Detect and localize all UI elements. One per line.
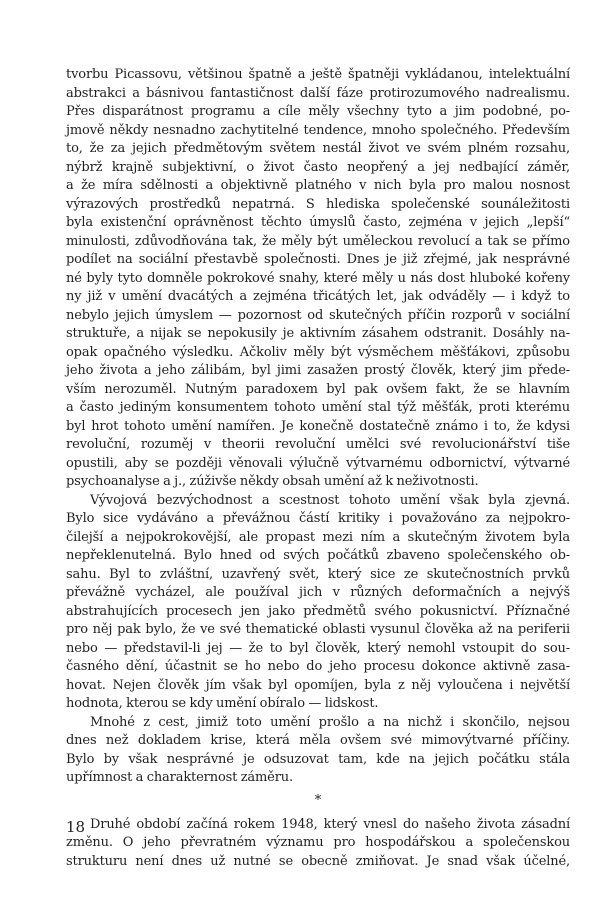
text-line: převážně vycházel, ale používal jich v různých deformačních a nejvýš	[66, 585, 570, 600]
paragraph-2	[66, 492, 570, 714]
text-line: ny již v umění dvacátých a zejména třicátých let, jak odváděly — i když to	[66, 289, 570, 304]
text-line: jeho života a jeho zálibám, byl jimi zasažen prostý člověk, který jim přede-	[66, 363, 570, 378]
text-line: struktuře, a nijak se nepokusily je aktivním zásahem odstranit. Dosáhly na-	[66, 326, 570, 341]
paragraph-4	[66, 816, 570, 872]
text-line: časného dění, účastnit se ho nebo do jeho procesu dokonce aktivně zasa-	[66, 659, 570, 674]
text-line: opak opačného výsledku. Ačkoliv měly být výsměchem měšťákovi, způsobu	[66, 344, 570, 360]
text-line: hodnota, kterou se kdy umění obíralo — lidskost.	[66, 696, 379, 711]
section-gap	[66, 808, 570, 816]
text-line: Bylo sice vydáváno a převážnou částí kritiky i považováno za nejpokro-	[66, 511, 570, 526]
text-line: Druhé období začíná rokem 1948, který vnesl do našeho života zásadní	[90, 816, 570, 832]
text-line: dnes než dokladem krise, která měla ovšem své mimovýtvarné příčiny.	[66, 733, 570, 748]
body-text	[66, 66, 570, 871]
text-line: a často jediným konsumentem tohoto umění stal týž měšťák, proti kterému	[66, 400, 570, 415]
text-line: pro něj pak bylo, že ve své thematické oblasti vysunul člověka až na periferii	[66, 622, 570, 637]
text-line: nýbrž krajně subjektivní, o život často neopřený a jej nedbající záměr,	[66, 159, 570, 175]
text-line: Přes disparátnost programu a cíle měly všechny tyto a jim podobné, po-	[66, 104, 570, 119]
text-line: Mnohé z cest, jimiž toto umění prošlo a na nichž i skončilo, nejsou	[90, 714, 570, 730]
text-line: abstrahujících procesech jen jako předmětů svého pokusnictví. Příznačné	[66, 603, 570, 619]
text-line: né byly tyto domněle pokrokové snahy, které měly u nás dost hluboké kořeny	[66, 270, 570, 286]
text-line: revoluční, rozuměj v theorii revoluční umělci své revolucionářství tiše	[66, 437, 570, 452]
section-separator	[66, 794, 570, 808]
text-line: upřímnost a charakternost záměru.	[66, 770, 293, 785]
text-line: minulosti, zdůvodňována tak, že měly být uměleckou revolucí a tak se přímo	[66, 233, 570, 249]
text-line: výrazových prostředků nepatrná. S hlediska společenské sounáležitosti	[66, 196, 570, 212]
text-line: hovat. Nejen člověk jím však byl opomíjen, byla z něj vyloučena i největší	[66, 677, 570, 693]
text-line: opustili, aby se později věnovali výlučně výtvarnému odbornictví, výtvarné	[66, 455, 570, 471]
text-line: psychoanalyse a j., zúživše někdy obsah umění až k neživotnosti.	[66, 474, 479, 489]
text-line: to, že za jejich předmětovým světem nestál život ve svém plném rozsahu,	[66, 141, 570, 156]
text-line: změnu. O jeho převratném významu pro hospodářskou a společenskou	[66, 835, 570, 850]
text-line: tvorbu Picassovu, většinou špatně a ještě špatněji vykládanou, intelektuální	[66, 67, 570, 82]
text-line: byl hrot tohoto umění namířen. Je konečně dostatečně známo i to, že kdysi	[66, 418, 570, 434]
text-line: byla existenční oprávněnost těchto úmyslů často, zejména v jejich „lepší“	[66, 215, 570, 230]
text-line: jmově někdy nesnadno zachytitelné tendence, mnoho společného. Především	[66, 122, 570, 138]
text-line: a že míra sdělnosti a objektivně platného v nich byla pro malou nosnost	[66, 178, 570, 193]
text-line: Vývojová bezvýchodnost a scestnost tohoto umění však byla zjevná.	[90, 492, 570, 508]
text-line: Bylo by však nesprávné je odsuzovat tam, kde na jejich počátku stála	[66, 751, 570, 767]
paragraph-3	[66, 714, 570, 788]
page-number: 18	[66, 818, 86, 836]
asterisk-separator: *	[314, 792, 322, 808]
text-line: čilejší a nejpokrokovější, ale propast mezi ním a skutečným životem byla	[66, 529, 570, 545]
text-line: abstrakci a básnivou fantastičnost další fáze protirozumového nadrealismu.	[66, 85, 570, 101]
text-line: podílet na sociální přestavbě společnosti. Dnes je již zřejmé, jak nesprávné	[66, 252, 570, 267]
text-line: vším nerozuměl. Nutným paradoxem byl pak ovšem fakt, že se hlavním	[66, 381, 570, 397]
text-line: nebo — představil-li jej — že to byl člověk, který nemohl vstoupit do sou-	[66, 640, 570, 656]
text-line: strukturu není dnes už nutné se obecně zmiňovat. Je snad však účelné,	[66, 853, 570, 869]
text-line: nebylo jejich úmyslem — pozornost od skutečných příčin rozporů v sociální	[66, 307, 570, 323]
text-line: sahu. Byl to zvláštní, uzavřený svět, který sice ze skutečnostních prvků	[66, 566, 570, 582]
paragraph-1	[66, 66, 570, 492]
text-line: nepřeklenutelná. Bylo hned od svých počátků zbaveno společenského ob-	[66, 548, 570, 563]
